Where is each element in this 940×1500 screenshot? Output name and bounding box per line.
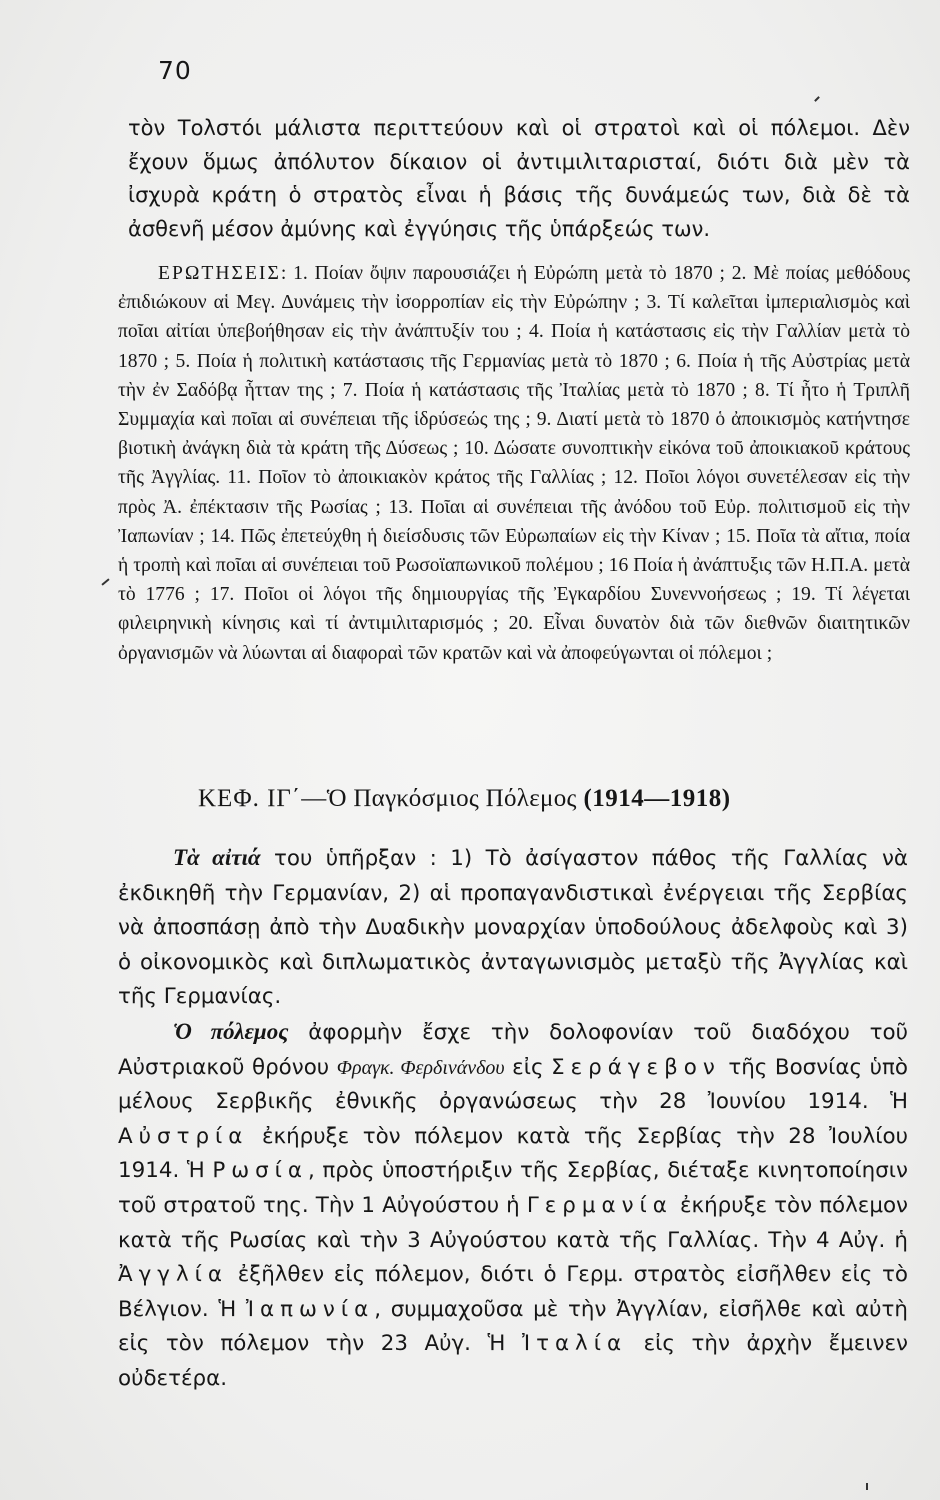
chapter-years: (1914—1918) bbox=[583, 785, 731, 812]
war-text-3: τῆς Βοσνίας ὑπὸ μέλους Σερβικῆς ἐθνικῆς ὀργανώσεως τὴν 28 Ἰουνίου 1914. Ἡ bbox=[118, 1054, 908, 1115]
war-text-2: εἰς bbox=[504, 1054, 552, 1080]
chapter-number: ΚΕΦ. ΙΓ΄ bbox=[198, 785, 302, 812]
war-text-8: , συμμαχοῦσα μὲ τὴν Ἀγγλίαν, εἰσῆλθε καὶ αὐτὴ εἰς τὸν πόλεμον τὴν 23 Αὐγ. Ἡ bbox=[118, 1296, 908, 1357]
sarajevo-name: Σεράγεβον bbox=[551, 1054, 721, 1080]
war-text-5: , πρὸς ὑποστήριξιν τῆς Σερβίας, διέταξε κινητοποίησιν τοῦ στρατοῦ της. Τὴν 1 Αὐγούστου ἡ bbox=[118, 1158, 908, 1218]
austria-name: Αὐστρία bbox=[118, 1123, 249, 1149]
causes-text: του ὑπῆρξαν : 1) Τὸ ἀσίγαστον πάθος τῆς Γαλλίας νὰ ἐκδικηθῆ τὴν Γερμανίαν, 2) αἱ προπαγανδιστικαὶ ἐνέργειαι τῆς Σερβίας νὰ ἀποσπάσῃ ἀπὸ τὴν Δυαδικὴν μοναρχίαν ὑποδούλους ἀδελφοὺς καὶ 3) ὁ οἰκονομικὸς καὶ διπλωματικὸς ἀνταγωνισμὸς μεταξὺ τῆς Ἀγγλίας καὶ τῆς Γερμανίας. bbox=[118, 846, 908, 1010]
war-text-7: ἐξῆλθεν εἰς πόλεμον, διότι ὁ Γερμ. στρατὸς εἰσῆλθεν εἰς τὸ Βέλγιον. Ἡ bbox=[118, 1262, 908, 1322]
review-questions bbox=[118, 259, 910, 668]
italy-name: Ἰταλία bbox=[521, 1331, 628, 1357]
war-text-6: ἐκήρυξε τὸν πόλεμον κατὰ τῆς Ρωσίας καὶ τὴν 3 Αὐγούστου κατὰ τῆς Γαλλίας. Τὴν 4 Αὐγ. ἡ bbox=[118, 1192, 908, 1253]
questions-text: : 1. Ποίαν ὄψιν παρουσιάζει ἡ Εὐρώπη μετὰ τὸ 1870 ; 2. Μὲ ποίας μεθόδους ἐπιδιώκουν αἱ Μεγ. Δυνάμεις τὴν ἰσορροπίαν εἰς τὴν Εὐρώπην ; 3. Τί καλεῖται ἰμπεριαλισμὸς καὶ ποῖαι αἰτίαι ὑπεβοήθησαν εἰς τὴν ἀνάπτυξίν του ; 4. Ποία ἡ κατάστασις εἰς τὴν Γαλλίαν μετὰ τὸ 1870 ; 5. Ποία ἡ πολιτικὴ κατάστασις τῆς Γερμανίας μετὰ τὸ 1870 ; 6. Ποία ἡ τῆς Αὐστρίας μετὰ τὴν ἐν Σαδόβᾳ ἧτταν της ; 7. Ποία ἡ κατάστασις τῆς Ἰταλίας μετὰ τὸ 1870 ; 8. Τί ἦτο ἡ Τριπλῆ Συμμαχία καὶ ποῖαι αἱ συνέπειαι τῆς ἱδρύσεώς της ; 9. Διατί μετὰ τὸ 1870 ὁ ἀποικισμὸς κατήντησε βιοτικὴ ἀνάγκη διὰ τὰ κράτη τῆς Δύσεως ; 10. Δώσατε συνοπτικὴν εἰκόνα τοῦ ἀποικιακοῦ κράτους τῆς Ἀγγλίας. 11. Ποῖον τὸ ἀποικιακὸν κράτος τῆς Γαλλίας ; 12. Ποῖοι λόγοι συνετέλεσαν εἰς τὴν πρὸς Ἀ. ἐπέκτασιν τῆς Ρωσίας ; 13. Ποῖαι αἱ συνέπειαι τῆς ἀνόδου τοῦ Εὐρ. πολιτισμοῦ εἰς τὴν Ἰαπωνίαν ; 14. Πῶς ἐπετεύχθη ἡ διείσδυσις τῶν Εὐρωπαίων εἰς τὴν Κίναν ; 15. Ποῖα τὰ αἴτια, ποία ἡ τροπὴ καὶ ποῖαι αἱ συνέπειαι τοῦ Ρωσοϊαπωνικοῦ πολέμου ; 16 Ποία ἡ ἀνάπτυξις τῶν Η.Π.Α. μετὰ τὸ 1776 ; 17. Ποῖοι οἱ λόγοι τῆς δημιουργίας τῆς Ἐγκαρδίου Συνεννοήσεως ; 19. Τί λέγεται φιλειρηνικὴ κίνησις καὶ τί ἀντιμιλιταρισμός ; 20. Εἶναι δυνατὸν διὰ τῶν διεθνῶν διαιτητικῶν ὀργανισμῶν νὰ λύωνται αἱ διαφοραὶ τῶν κρατῶν καὶ νὰ ἀποφεύγωνται οἱ πόλεμοι ; bbox=[118, 263, 910, 664]
causes-paragraph bbox=[118, 841, 908, 1015]
pencil-mark-left bbox=[101, 578, 109, 585]
pencil-mark-top bbox=[814, 96, 820, 102]
pencil-mark-bottom bbox=[866, 1483, 868, 1490]
war-paragraph bbox=[118, 1015, 908, 1397]
archduke-name: Φραγκ. Φερδινάνδου bbox=[336, 1056, 505, 1079]
war-text-1: ἀφορμὴν ἔσχε τὴν δολοφονίαν τοῦ διαδόχου τοῦ Αὐστριακοῦ θρόνου bbox=[118, 1019, 909, 1080]
chapter-separator: — bbox=[301, 785, 327, 812]
causes-lead: Τὰ αἰτιά bbox=[173, 845, 261, 870]
intro-paragraph: τὸν Τολστόι μάλιστα περιττεύουν καὶ οἱ στρατοὶ καὶ οἱ πόλεμοι. Δὲν ἔχουν ὅμως ἀπόλυτον δίκαιον οἱ ἀντιμιλιταρισταί, διότι διὰ μὲν τὰ ἰσχυρὰ κράτη ὁ στρατὸς εἶναι ἡ βάσις τῆς δυνάμεώς των, διὰ δὲ τὰ ἀσθενῆ μέσον ἀμύνης καὶ ἐγγύησις τῆς ὑπάρξεώς των. bbox=[128, 116, 910, 241]
chapter-body bbox=[118, 841, 908, 1397]
page-number: 70 bbox=[158, 56, 192, 85]
chapter-title: Ὁ Παγκόσμιος Πόλεμος bbox=[326, 785, 577, 812]
russia-name: Ρωσία bbox=[212, 1158, 309, 1184]
war-text-9: εἰς τὴν ἀρχὴν ἔμεινεν οὐδετέρα. bbox=[118, 1331, 908, 1391]
questions-label: ΕΡΩΤΗΣΕΙΣ bbox=[158, 263, 281, 284]
japan-name: Ἰαπωνία bbox=[245, 1296, 375, 1322]
war-lead: Ὁ πόλεμος bbox=[173, 1018, 289, 1044]
england-name: Ἀγγλία bbox=[118, 1262, 228, 1288]
germany-name: Γερμανία bbox=[526, 1192, 673, 1218]
war-text-4: ἐκήρυξε τὸν πόλεμον κατὰ τῆς Σερβίας τὴν 28 Ἰουλίου 1914. Ἡ bbox=[118, 1123, 908, 1184]
chapter-heading bbox=[198, 782, 878, 816]
